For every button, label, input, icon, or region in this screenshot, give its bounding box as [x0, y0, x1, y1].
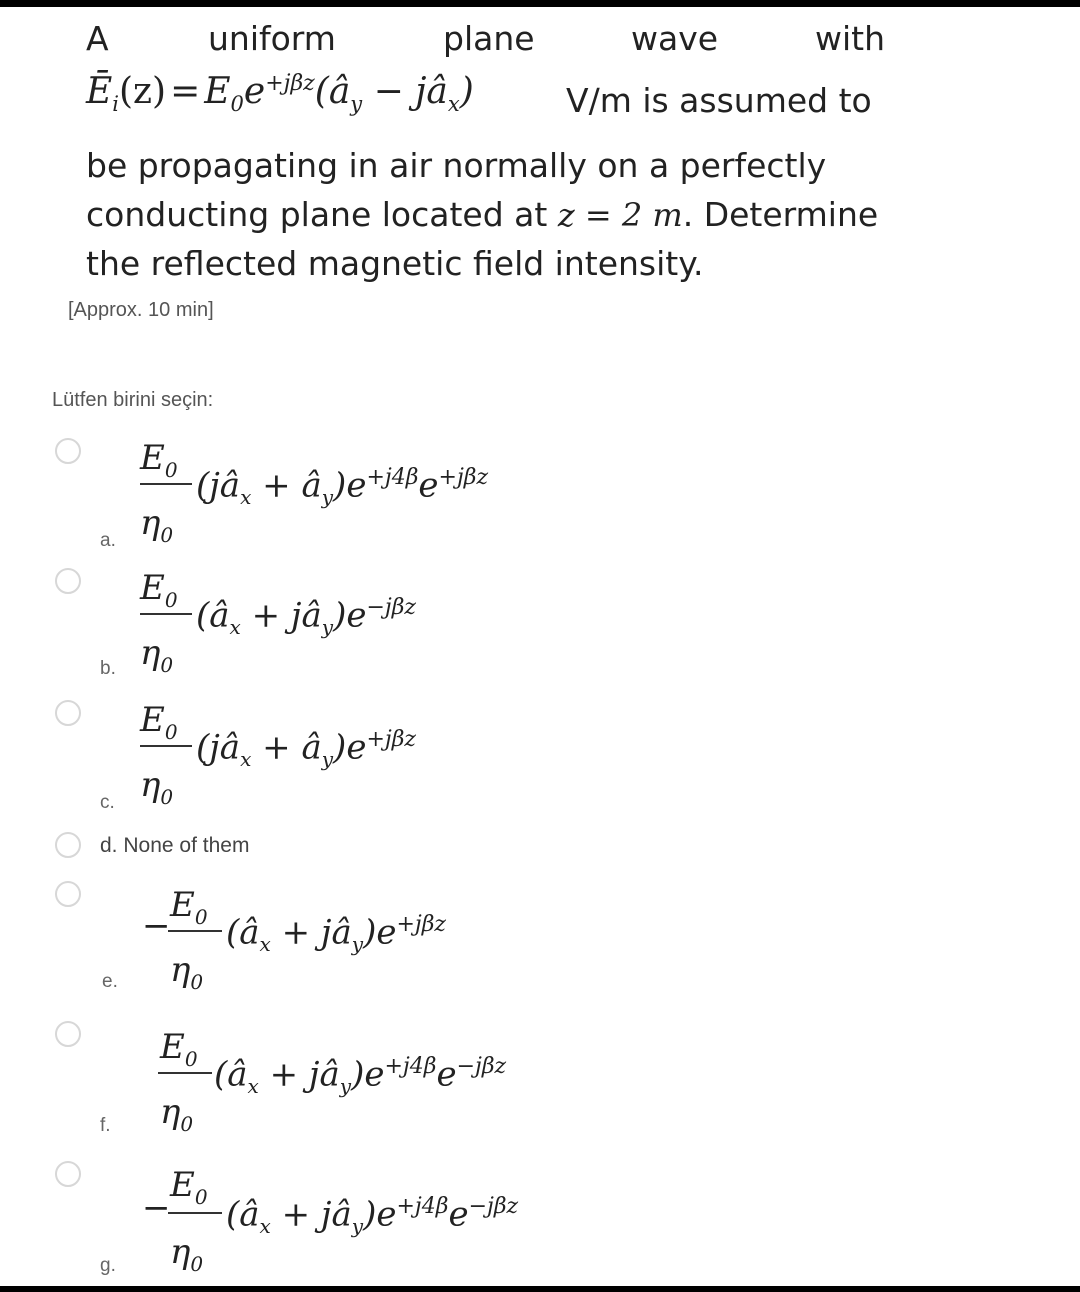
option-e[interactable] — [0, 875, 1080, 995]
radio-option-c[interactable] — [55, 700, 81, 726]
option-g[interactable] — [0, 1155, 1080, 1283]
radio-option-d[interactable] — [55, 832, 81, 858]
radio-option-a[interactable] — [55, 438, 81, 464]
denominator: $\eta_0$ — [170, 1232, 204, 1276]
question-panel — [0, 7, 1080, 1286]
question-word: plane — [443, 19, 535, 58]
vector-expression: ($â_x$ + $jâ_y)e^{+j\beta z}$ — [226, 912, 447, 957]
option-c[interactable] — [0, 694, 1080, 814]
denominator: $\eta_0$ — [160, 1092, 194, 1136]
denominator: $\eta_0$ — [140, 633, 174, 677]
numerator: $E_0$ — [170, 885, 208, 929]
plane-location: z = 2 m — [557, 196, 683, 234]
fraction-bar — [168, 930, 222, 932]
option-letter: a. — [100, 530, 116, 551]
denominator: $\eta_0$ — [170, 950, 204, 994]
question-text: V/m is assumed to — [566, 81, 872, 120]
numerator: $E_0$ — [140, 568, 178, 612]
question-text: be propagating in air normally on a perfectly — [86, 146, 827, 185]
option-a[interactable] — [0, 432, 1080, 552]
option-letter: e. — [102, 971, 118, 992]
fraction-bar — [140, 483, 192, 485]
option-b[interactable] — [0, 562, 1080, 682]
numerator: $E_0$ — [140, 700, 178, 744]
vector-expression: ($â_x$ + $jâ_y)e^{+j4\beta}e^{-j\beta z}$ — [226, 1194, 519, 1239]
option-letter: g. — [100, 1255, 116, 1276]
option-d-label: d. None of them — [100, 834, 250, 857]
radio-option-f[interactable] — [55, 1021, 81, 1047]
option-d[interactable] — [0, 829, 1080, 865]
denominator: $\eta_0$ — [140, 765, 174, 809]
question-text: conducting plane located at z = 2 m. Determine — [86, 195, 879, 234]
radio-option-e[interactable] — [55, 881, 81, 907]
vector-expression: ($jâ_x$ + $â_y)e^{+j4\beta}e^{+j\beta z}$ — [196, 465, 489, 510]
option-letter: f. — [100, 1115, 111, 1136]
incident-field-equation: $Ē_i(z)$ = $E_0e^{+j\beta z}(â_y$ − $jâ_x$) — [86, 71, 474, 117]
numerator: $E_0$ — [140, 438, 178, 482]
denominator: $\eta_0$ — [140, 503, 174, 547]
fraction-bar — [158, 1072, 212, 1074]
vector-expression: ($â_x$ + $jâ_y)e^{+j4\beta}e^{-j\beta z}$ — [214, 1054, 507, 1099]
fraction-bar — [140, 745, 192, 747]
question-word: wave — [631, 19, 719, 58]
radio-option-b[interactable] — [55, 568, 81, 594]
option-f[interactable] — [0, 1015, 1080, 1135]
select-prompt: Lütfen birini seçin: — [52, 389, 214, 411]
option-letter: b. — [100, 658, 116, 679]
time-estimate: [Approx. 10 min] — [68, 299, 214, 321]
negative-sign: − — [142, 906, 171, 946]
question-word: A — [86, 19, 109, 58]
question-word: with — [815, 19, 886, 58]
fraction-bar — [168, 1212, 222, 1214]
negative-sign: − — [142, 1188, 171, 1228]
numerator: $E_0$ — [170, 1165, 208, 1209]
radio-option-g[interactable] — [55, 1161, 81, 1187]
option-letter: c. — [100, 792, 115, 813]
vector-expression: ($â_x$ + $jâ_y)e^{-j\beta z}$ — [196, 595, 417, 640]
numerator: $E_0$ — [160, 1027, 198, 1071]
vector-expression: ($jâ_x$ + $â_y)e^{+j\beta z}$ — [196, 727, 417, 772]
question-text: the reflected magnetic field intensity. — [86, 244, 704, 283]
fraction-bar — [140, 613, 192, 615]
question-word: uniform — [208, 19, 336, 58]
